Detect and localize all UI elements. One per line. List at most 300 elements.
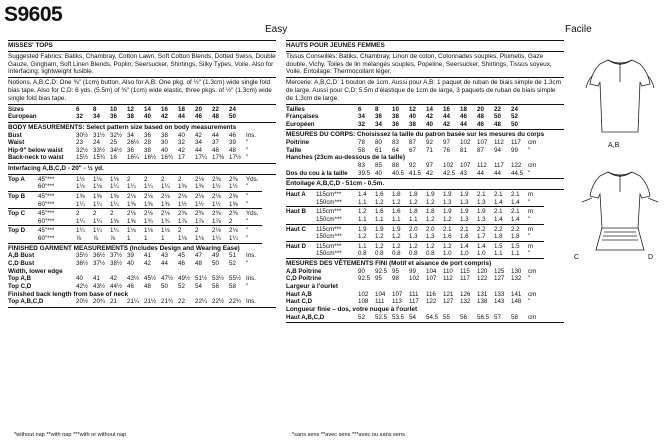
view-label: Top B	[8, 193, 26, 201]
yardage-cell: 2.2	[494, 225, 503, 233]
view-label: Top A	[8, 175, 25, 183]
size-cell: 46	[477, 120, 484, 128]
table-cell: 50	[161, 283, 168, 291]
notions: Mercerie: A,B,C,D: 1 bouton de 1cm. Aussi pour A,B: 1 paquet de ruban de biais simple de 1.3cm de large. Aussi pour C,D: 5.5m d'élastique de 1cm de large, 3 paquets de ruban de biais simple de 1.3cm de large.	[286, 79, 561, 102]
yardage-cell: 2⅜	[229, 175, 238, 183]
yardage-cell: 0.8	[375, 250, 384, 258]
size-cell: 14	[144, 105, 151, 113]
measurement-table	[8, 298, 262, 306]
yardage-cell: 1.2	[358, 233, 367, 241]
yardage-cell: 1⅜	[178, 183, 187, 191]
table-cell: 99	[511, 146, 518, 154]
unit-cell: "	[528, 169, 531, 177]
table-cell: 90	[358, 267, 365, 275]
table-cell: 49	[212, 252, 219, 260]
table-cell: 40	[76, 275, 83, 283]
table-cell: 39.5	[358, 169, 371, 177]
yardage-cell: 1⅛	[110, 175, 119, 183]
finished-title: FINISHED GARMENT MEASUREMENTS (Includes Design and Wearing Ease)	[8, 244, 240, 252]
table-cell: 113	[392, 298, 402, 306]
size-row-label: Françaises	[286, 113, 319, 121]
table-cell: 22	[178, 298, 185, 306]
yardage-cell: 1.9	[375, 225, 384, 233]
size-cell: 22	[212, 105, 219, 113]
table-cell: 45	[178, 252, 185, 260]
table-cell: 95	[375, 275, 382, 283]
footnote-en: *without nap **with nap ***with or without nap	[14, 432, 127, 438]
table-cell: 126	[460, 290, 471, 298]
table-cell: 49½	[178, 275, 191, 283]
table-row	[8, 154, 262, 162]
yardage-cell: 1.4	[477, 242, 486, 250]
label-view-ab: A,B	[608, 142, 620, 149]
yardage-cell: 1.3	[426, 233, 435, 241]
size-cell: 40	[426, 120, 433, 128]
yardage-cell: 1⅜	[127, 200, 136, 208]
table-cell: 50	[212, 260, 219, 268]
view-label: Haut B	[286, 208, 306, 216]
table-cell: 56	[212, 283, 219, 291]
measurement-table	[286, 268, 544, 283]
measurement-table	[8, 275, 262, 290]
table-cell: 52	[178, 283, 185, 291]
yardage-cell: 1¼	[229, 235, 238, 243]
yardage-cell: ⅞	[76, 235, 82, 243]
width-label: Width, lower edge	[8, 267, 63, 275]
yardage-cell: 1⅝	[127, 217, 136, 225]
section-title: HAUTS POUR JEUNES FEMMES	[286, 42, 385, 49]
unit-cell: m	[528, 225, 534, 233]
yardage-cell: 1¼	[76, 217, 85, 225]
divider-rule	[8, 40, 276, 41]
table-row	[286, 275, 544, 283]
table-cell: 110	[443, 267, 453, 275]
table-cell: 92.5	[358, 275, 371, 283]
yardage-cell: 1.8	[409, 191, 418, 199]
yardage-cell: 1¼	[93, 200, 102, 208]
yardage-cell: 2⅛	[161, 210, 170, 218]
table-cell: 107	[426, 275, 437, 283]
yardage-cell: 1.5	[511, 242, 520, 250]
table-cell: 33½	[93, 146, 106, 154]
table-cell: 55	[443, 313, 450, 321]
yardage-cell: 1.2	[426, 198, 435, 206]
yardage-cell: 2	[178, 175, 182, 183]
table-cell: 44½	[110, 283, 123, 291]
table-cell: 44	[195, 146, 202, 154]
table-cell: 39	[229, 139, 236, 147]
yardage-row	[8, 227, 262, 235]
row-label: Haut A,B,C,D	[286, 313, 325, 321]
table-cell: 45½	[144, 275, 157, 283]
view-label	[8, 218, 38, 226]
table-cell: 22½	[212, 298, 225, 306]
yardage-cell: 1.2	[443, 242, 452, 250]
table-cell: 46	[212, 146, 219, 154]
finished-title: MESURES DES VÊTEMENTS FINI (Motif et aisance de port compris)	[286, 260, 492, 268]
size-cell: 48	[477, 113, 484, 121]
table-cell: 125	[494, 267, 505, 275]
yardage-row	[286, 243, 544, 251]
yardage-cell: 1.9	[460, 191, 469, 199]
table-cell: 107	[392, 290, 403, 298]
table-cell: 78	[358, 139, 365, 147]
yardage-cell: 1½	[195, 200, 204, 208]
yardage-cell: 2.1	[460, 225, 469, 233]
table-cell: 37½	[110, 252, 123, 260]
view-label	[8, 201, 38, 209]
hip-label: Hanches (23cm au-dessous de la taille)	[286, 154, 405, 162]
table-cell: 48	[195, 260, 202, 268]
table-cell: 44	[494, 169, 501, 177]
table-row	[8, 252, 262, 260]
table-cell: 108	[358, 298, 369, 306]
size-table	[286, 106, 528, 129]
table-cell: 44.5	[511, 169, 524, 177]
size-cell: 38	[409, 120, 416, 128]
size-cell: 16	[161, 105, 168, 113]
table-row	[8, 283, 262, 291]
fabric-width: 115cm***	[316, 225, 342, 233]
table-cell: 42½	[76, 283, 89, 291]
yardage-row	[286, 233, 544, 241]
yardage-row	[8, 210, 262, 218]
size-cell: 44	[460, 120, 467, 128]
measurement-table	[8, 252, 262, 267]
yardage-cell: 2.0	[409, 225, 418, 233]
size-cell: 48	[212, 113, 219, 121]
table-row	[286, 147, 544, 155]
label-view-c: C	[574, 254, 580, 261]
yardage-cell: 1.9	[460, 208, 469, 216]
yardage-cell: 1½	[212, 183, 221, 191]
divider-rule	[8, 51, 276, 52]
yardage-cell: 1.3	[460, 216, 469, 224]
yardage-cell: 1¼	[93, 227, 102, 235]
measurement-table	[286, 291, 544, 306]
yardage-cell: 1¼	[110, 183, 119, 191]
label-view-d: D	[648, 254, 654, 261]
fabric-width: 150cm***	[316, 216, 342, 224]
table-cell: 111	[375, 298, 385, 306]
yardage-cell: 1	[144, 235, 148, 243]
unit-cell: "	[246, 217, 249, 225]
yardage-cell: 2⅜	[229, 210, 238, 218]
fabric-width: 115cm***	[316, 208, 342, 216]
unit-cell: "	[528, 146, 531, 154]
divider-rule	[286, 189, 564, 190]
table-cell: 43½	[127, 275, 140, 283]
yardage-cell: 1⅜	[161, 200, 170, 208]
table-cell: 17⅜	[212, 154, 225, 162]
table-row	[8, 275, 262, 283]
table-cell: 102	[443, 162, 454, 170]
yardage-cell: 1.5	[494, 242, 503, 250]
yardage-cell: 1.6	[375, 191, 384, 199]
yardage-cell: 1⅜	[144, 200, 153, 208]
table-cell: 38	[161, 131, 168, 139]
table-cell: 34½	[110, 146, 123, 154]
size-cell: 16	[443, 105, 450, 113]
table-cell: 28	[144, 139, 151, 147]
english-column	[8, 39, 276, 309]
unit-cell: Ins.	[246, 131, 256, 139]
divider-rule	[8, 122, 276, 123]
yardage-row	[8, 218, 262, 226]
yardage-cell: 1.1	[358, 216, 367, 224]
table-cell: 127	[494, 275, 505, 283]
difficulty-fr: Facile	[565, 24, 592, 35]
table-cell: 46	[229, 131, 236, 139]
table-cell: 87	[477, 146, 484, 154]
size-cell: 50	[229, 113, 236, 121]
yardage-cell: 1⅛	[178, 235, 187, 243]
yardage-row	[8, 176, 262, 184]
table-cell: 39	[127, 252, 134, 260]
size-cell: 38	[392, 113, 399, 121]
table-cell: 76	[443, 146, 450, 154]
interfacing: Entoilage A,B,C,D - 51cm - 0.5m.	[286, 180, 385, 188]
divider-rule	[8, 163, 276, 164]
table-cell: 16¾	[161, 154, 174, 162]
yardage-cell: 1.9	[443, 208, 452, 216]
yardage-cell: 1.1	[409, 216, 418, 224]
view-label: Haut C	[286, 225, 306, 233]
row-label: Top A,B,C,D	[8, 298, 44, 306]
yardage-cell: 1¼	[144, 183, 153, 191]
table-cell: 61	[375, 146, 382, 154]
size-cell: 34	[93, 113, 100, 121]
table-cell: 34	[195, 139, 202, 147]
row-label: Poitrine	[286, 139, 310, 147]
yardage-cell: 2.1	[511, 208, 520, 216]
unit-cell: "	[246, 260, 249, 268]
yardage-cell: 2	[127, 175, 131, 183]
view-label: Haut A	[286, 191, 306, 199]
table-cell: 85	[375, 162, 382, 170]
yardage-cell: 2	[93, 210, 97, 218]
row-label: Dos du cou à la taille	[286, 169, 348, 177]
table-cell: 30	[161, 139, 168, 147]
fabric-width: 45"***	[38, 175, 55, 183]
table-cell: 53.5	[392, 313, 405, 321]
table-cell: 107	[460, 162, 471, 170]
table-cell: 40	[178, 131, 185, 139]
yardage-cell: 1.1	[494, 250, 503, 258]
row-label: C,D Poitrine	[286, 275, 322, 283]
table-cell: 53½	[212, 275, 225, 283]
size-cell: 46	[195, 113, 202, 121]
size-row	[286, 106, 528, 114]
suggested-fabrics: Suggested Fabrics: Batiks, Chambray, Cotton Lawn, Soft Cotton Blends, Dotted Swiss, Double Gauze, Gingham, Soft Linen Blends, Poplin, Seersucker, Shirtings, Silky Types, Voile. Also for Interfacing: lightweight fusible.	[8, 52, 276, 76]
unit-cell: "	[528, 275, 531, 283]
table-cell: 130	[511, 267, 522, 275]
table-row	[286, 268, 544, 276]
yardage-row	[8, 201, 262, 209]
yardage-cell: 1.4	[494, 198, 503, 206]
table-cell: 132	[460, 298, 471, 306]
yardage-cell: 1⅝	[110, 217, 119, 225]
top-ab-drawing	[578, 42, 662, 272]
size-cell: 32	[358, 120, 365, 128]
length-label: Longueur finie – dos, votre nuque à l'ourlet	[286, 306, 418, 314]
table-cell: 143	[494, 298, 505, 306]
table-cell: 92	[409, 162, 416, 170]
table-cell: 98	[392, 275, 399, 283]
table-cell: 44	[212, 131, 219, 139]
table-cell: 47	[195, 252, 202, 260]
table-cell: 41	[93, 275, 100, 283]
table-cell: 117	[494, 162, 504, 170]
table-cell: 117	[511, 139, 521, 147]
notions: Notions, A,B,C,D: One ⅜" (1cm) button. Also for A,B: One pkg. of ½" (1.3cm) wide single fold bias tape. Also for C,D: 6 yds. (5.5m) of ⅜" (1cm) wide elastic, three pkgs. of ½" (1.3cm) wide single fold bias tape.	[8, 79, 272, 102]
yardage-cell: 1⅝	[110, 193, 119, 201]
size-cell: 50	[494, 113, 501, 121]
yardage-cell: 2.1	[477, 191, 486, 199]
table-cell: 57	[494, 313, 501, 321]
yardage-cell: 2⅛	[212, 193, 221, 201]
table-row	[8, 132, 262, 140]
yardage-row	[286, 199, 544, 207]
size-cell: 52	[511, 113, 518, 121]
yardage-cell: 1.8	[392, 191, 401, 199]
yardage-cell: 2.1	[511, 191, 520, 199]
table-cell: 47½	[161, 275, 174, 283]
unit-cell: "	[246, 139, 249, 147]
yardage-row	[8, 235, 262, 243]
yardage-cell: 2.1	[494, 191, 503, 199]
yardage-cell: 1¼	[127, 183, 136, 191]
table-cell: 40	[161, 146, 168, 154]
table-row	[8, 298, 262, 306]
table-cell: 46	[127, 283, 134, 291]
table-cell: 41.5	[409, 169, 422, 177]
row-label: Taille	[286, 146, 302, 154]
size-row-label: Sizes	[8, 105, 24, 113]
yardage-cell: 1.1	[358, 242, 367, 250]
table-cell: 133	[494, 290, 505, 298]
section-title: MISSES' TOPS	[8, 42, 53, 49]
table-cell: 81	[460, 146, 467, 154]
body-measurements-title: MESURES DU CORPS: Choisissez la taille du patron basée sur les mesures du corps	[286, 131, 545, 139]
yardage-cell: 1.4	[460, 242, 469, 250]
unit-cell: "	[246, 227, 249, 235]
table-cell: 112	[494, 139, 504, 147]
unit-cell: Ins.	[246, 252, 256, 260]
table-cell: 94	[494, 146, 501, 154]
table-row	[286, 139, 544, 147]
yardage-cell: 2⅛	[212, 227, 221, 235]
yardage-cell: 1⅝	[93, 193, 102, 201]
table-cell: 44	[161, 260, 168, 268]
table-row	[8, 260, 262, 268]
table-row	[286, 170, 544, 178]
unit-cell: "	[246, 200, 249, 208]
table-cell: 54	[409, 313, 416, 321]
yardage-cell: 1.1	[375, 216, 384, 224]
yardage-cell: 1⅛	[93, 175, 102, 183]
yardage-cell: 2.1	[443, 225, 452, 233]
divider-rule	[286, 51, 564, 52]
unit-cell: "	[528, 250, 531, 258]
unit-cell: Yds.	[246, 210, 259, 218]
size-cell: 34	[375, 120, 382, 128]
table-cell: 40	[375, 169, 382, 177]
table-cell: 122	[477, 275, 488, 283]
table-cell: 122	[426, 298, 437, 306]
width-label: Largeur à l'ourlet	[286, 283, 338, 291]
fabric-width: 150cm***	[316, 250, 342, 258]
unit-cell: Yds.	[246, 175, 259, 183]
yardage-cell: 1¼	[212, 235, 221, 243]
table-cell: 56.5	[477, 313, 490, 321]
size-cell: 8	[93, 105, 97, 113]
table-cell: 58	[511, 313, 518, 321]
size-cell: 14	[426, 105, 433, 113]
size-cell: 6	[76, 105, 80, 113]
yardage-cell: 1.3	[443, 198, 452, 206]
suggested-fabrics: Tissus Conseillés: Batiks, Chambray, Linon de coton, Cotonnades souples, Plumetis, Gaze double, Vichy, Toiles de lin mélangés souples, Popeline, Seersucker, Shirtings, Tissus soyeux, Voile. Entoilage: Thermocollant léger.	[286, 52, 552, 76]
size-cell: 12	[409, 105, 416, 113]
table-cell: 48	[229, 146, 236, 154]
table-cell: 111	[409, 290, 419, 298]
table-cell: 122	[511, 162, 522, 170]
row-label	[286, 162, 358, 170]
table-cell: 97	[426, 162, 433, 170]
yardage-cell: 1⅛	[127, 227, 136, 235]
yardage-cell: 2⅛	[144, 193, 153, 201]
table-cell: 54.5	[426, 313, 439, 321]
size-cell: 42	[443, 120, 450, 128]
table-cell: 41	[144, 252, 151, 260]
yardage-cell: 1¼	[93, 217, 102, 225]
table-cell: 120	[477, 267, 488, 275]
view-label	[286, 233, 316, 241]
yardage-cell: 1½	[212, 200, 221, 208]
view-label	[8, 235, 38, 243]
size-cell: 46	[460, 113, 467, 121]
table-cell: 92	[426, 139, 433, 147]
unit-cell: "	[246, 283, 249, 291]
size-table	[8, 106, 246, 121]
yardage-cell: 2⅜	[178, 210, 187, 218]
table-cell: 102	[409, 275, 420, 283]
yardage-cell: 1.4	[494, 216, 503, 224]
table-cell: 80	[375, 139, 382, 147]
yardage-cell: 1.9	[358, 225, 367, 233]
fabric-width: 60"***	[38, 200, 55, 208]
size-cell: 40	[144, 113, 151, 121]
size-cell: 38	[127, 113, 134, 121]
yardage-row	[286, 216, 544, 224]
unit-cell: cm	[528, 290, 537, 298]
table-cell: 16¼	[127, 154, 140, 162]
fabric-width: 60"***	[38, 235, 55, 243]
yardage-cell: 1.8	[409, 208, 418, 216]
table-cell: 88	[392, 162, 399, 170]
table-cell: 67	[409, 146, 416, 154]
table-cell: 42	[178, 146, 185, 154]
table-cell: 51	[229, 252, 236, 260]
yardage-row	[286, 191, 544, 199]
table-cell: 26½	[127, 139, 140, 147]
yardage-cell: 0.8	[392, 250, 401, 258]
table-cell: 117	[409, 298, 419, 306]
yardage-cell: 1.4	[511, 216, 520, 224]
table-cell: 21¼	[127, 298, 140, 306]
yardage-cell: 2⅛	[178, 193, 187, 201]
table-cell: 42	[426, 169, 433, 177]
